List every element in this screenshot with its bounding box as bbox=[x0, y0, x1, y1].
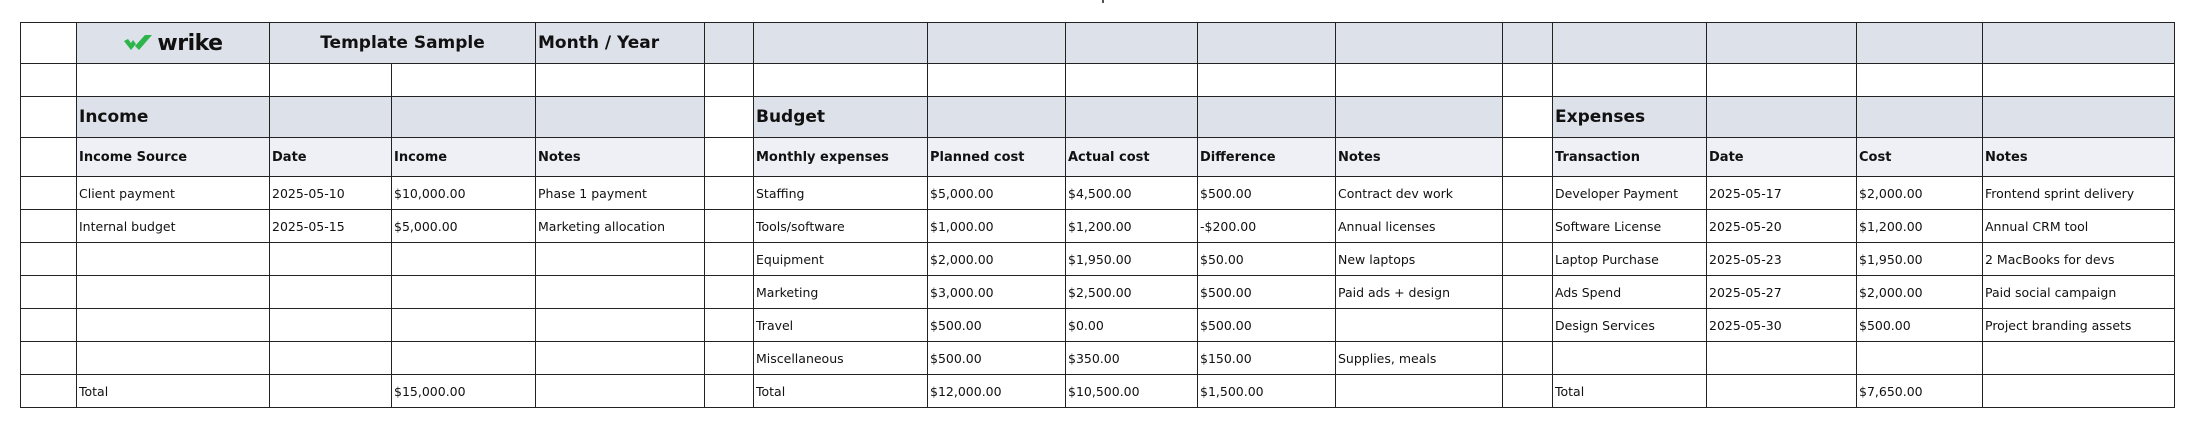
budget-cell[interactable]: $3,000.00 bbox=[928, 276, 1066, 309]
budget-col-header: Actual cost bbox=[1066, 138, 1198, 177]
budget-cell[interactable]: $350.00 bbox=[1066, 342, 1198, 375]
expenses-cell[interactable]: Annual CRM tool bbox=[1983, 210, 2175, 243]
expenses-cell[interactable] bbox=[1857, 342, 1983, 375]
cell bbox=[270, 64, 392, 97]
budget-cell[interactable]: Paid ads + design bbox=[1336, 276, 1503, 309]
expenses-cell[interactable] bbox=[1983, 342, 2175, 375]
spacer-cell[interactable] bbox=[1503, 177, 1553, 210]
budget-col-header: Notes bbox=[1336, 138, 1503, 177]
cell bbox=[270, 97, 392, 138]
cell bbox=[754, 23, 928, 64]
logo-cell bbox=[77, 23, 270, 64]
income-cell[interactable] bbox=[270, 276, 392, 309]
expenses-cell[interactable]: Paid social campaign bbox=[1983, 276, 2175, 309]
budget-cell[interactable]: -$200.00 bbox=[1198, 210, 1336, 243]
row-gutter-cell[interactable] bbox=[21, 276, 77, 309]
cell bbox=[21, 23, 77, 64]
spacer-cell[interactable] bbox=[1503, 243, 1553, 276]
expenses-cell[interactable]: $2,000.00 bbox=[1857, 177, 1983, 210]
income-cell[interactable]: 2025-05-10 bbox=[270, 177, 392, 210]
header-row bbox=[21, 23, 2175, 64]
cell bbox=[705, 138, 754, 177]
cell bbox=[754, 64, 928, 97]
expenses-cell[interactable]: 2025-05-23 bbox=[1707, 243, 1857, 276]
cell bbox=[1503, 138, 1553, 177]
cell bbox=[1066, 97, 1198, 138]
spacer-cell[interactable] bbox=[705, 309, 754, 342]
expenses-cell[interactable]: $1,200.00 bbox=[1857, 210, 1983, 243]
expenses-cell[interactable]: 2025-05-27 bbox=[1707, 276, 1857, 309]
income-cell[interactable] bbox=[77, 342, 270, 375]
cell bbox=[392, 97, 536, 138]
expenses-cell[interactable]: Ads Spend bbox=[1553, 276, 1707, 309]
expenses-cell[interactable]: Developer Payment bbox=[1553, 177, 1707, 210]
spacer-cell[interactable] bbox=[1503, 309, 1553, 342]
spacer-cell[interactable] bbox=[705, 276, 754, 309]
income-cell[interactable]: Marketing allocation bbox=[536, 210, 705, 243]
income-section-title: Income bbox=[77, 97, 270, 138]
income-cell[interactable] bbox=[536, 276, 705, 309]
spacer-cell[interactable] bbox=[705, 375, 754, 408]
budget-cell[interactable] bbox=[1336, 375, 1503, 408]
budget-cell[interactable]: Miscellaneous bbox=[754, 342, 928, 375]
cell bbox=[1198, 64, 1336, 97]
budget-cell[interactable]: $500.00 bbox=[1198, 309, 1336, 342]
income-col-header: Date bbox=[270, 138, 392, 177]
expenses-cell[interactable]: Project branding assets bbox=[1983, 309, 2175, 342]
budget-cell[interactable]: $12,000.00 bbox=[928, 375, 1066, 408]
budget-cell[interactable]: $5,000.00 bbox=[928, 177, 1066, 210]
budget-cell[interactable]: Staffing bbox=[754, 177, 928, 210]
budget-cell[interactable]: $1,000.00 bbox=[928, 210, 1066, 243]
income-cell[interactable]: $15,000.00 bbox=[392, 375, 536, 408]
income-cell[interactable] bbox=[392, 309, 536, 342]
row-gutter-cell[interactable] bbox=[21, 342, 77, 375]
income-cell[interactable] bbox=[536, 243, 705, 276]
budget-cell[interactable]: $1,950.00 bbox=[1066, 243, 1198, 276]
budget-section-title: Budget bbox=[754, 97, 928, 138]
expenses-cell[interactable]: 2025-05-20 bbox=[1707, 210, 1857, 243]
income-cell[interactable] bbox=[270, 342, 392, 375]
budget-col-header: Planned cost bbox=[928, 138, 1066, 177]
cell bbox=[1707, 97, 1857, 138]
income-cell[interactable]: $10,000.00 bbox=[392, 177, 536, 210]
expenses-col-header: Notes bbox=[1983, 138, 2175, 177]
budget-col-header: Difference bbox=[1198, 138, 1336, 177]
income-cell[interactable] bbox=[270, 243, 392, 276]
column-header-row bbox=[21, 138, 2175, 177]
cell bbox=[1066, 23, 1198, 64]
expenses-cell[interactable]: 2025-05-30 bbox=[1707, 309, 1857, 342]
spacer-cell[interactable] bbox=[705, 243, 754, 276]
row-gutter-cell[interactable] bbox=[21, 375, 77, 408]
cell bbox=[1983, 97, 2175, 138]
cell bbox=[1198, 23, 1336, 64]
budget-cell[interactable]: Equipment bbox=[754, 243, 928, 276]
cell bbox=[928, 97, 1066, 138]
cell bbox=[536, 64, 705, 97]
budget-cell[interactable]: $500.00 bbox=[1198, 276, 1336, 309]
budget-cell[interactable]: $500.00 bbox=[1198, 177, 1336, 210]
table-row bbox=[21, 210, 2175, 243]
table-row bbox=[21, 276, 2175, 309]
income-col-header: Income bbox=[392, 138, 536, 177]
expenses-cell[interactable] bbox=[1553, 342, 1707, 375]
cell bbox=[705, 23, 754, 64]
budget-cell[interactable]: Marketing bbox=[754, 276, 928, 309]
spacer-cell[interactable] bbox=[1503, 342, 1553, 375]
cell bbox=[1707, 23, 1857, 64]
expenses-cell[interactable] bbox=[1983, 375, 2175, 408]
expenses-cell[interactable]: Design Services bbox=[1553, 309, 1707, 342]
cell bbox=[1198, 97, 1336, 138]
income-cell[interactable]: $5,000.00 bbox=[392, 210, 536, 243]
logo-text: wrike bbox=[157, 30, 223, 56]
budget-cell[interactable]: Total bbox=[754, 375, 928, 408]
spacer-cell[interactable] bbox=[705, 342, 754, 375]
spacer-cell[interactable] bbox=[705, 210, 754, 243]
income-cell[interactable]: Phase 1 payment bbox=[536, 177, 705, 210]
income-cell[interactable]: Client payment bbox=[77, 177, 270, 210]
cell bbox=[1983, 23, 2175, 64]
expenses-cell[interactable]: $2,000.00 bbox=[1857, 276, 1983, 309]
income-cell[interactable] bbox=[77, 309, 270, 342]
budget-cell[interactable]: $10,500.00 bbox=[1066, 375, 1198, 408]
expenses-cell[interactable]: Software License bbox=[1553, 210, 1707, 243]
budget-cell[interactable]: $0.00 bbox=[1066, 309, 1198, 342]
cell bbox=[1503, 64, 1553, 97]
budget-cell[interactable]: Annual licenses bbox=[1336, 210, 1503, 243]
income-cell[interactable]: 2025-05-15 bbox=[270, 210, 392, 243]
expenses-cell[interactable]: Total bbox=[1553, 375, 1707, 408]
expenses-cell[interactable]: $7,650.00 bbox=[1857, 375, 1983, 408]
cell bbox=[21, 64, 77, 97]
wrike-logo bbox=[79, 31, 267, 56]
cell bbox=[1336, 64, 1503, 97]
budget-cell[interactable]: $4,500.00 bbox=[1066, 177, 1198, 210]
income-cell[interactable] bbox=[77, 276, 270, 309]
table-row bbox=[21, 243, 2175, 276]
expenses-col-header: Cost bbox=[1857, 138, 1983, 177]
budget-cell[interactable] bbox=[1336, 309, 1503, 342]
cell bbox=[21, 138, 77, 177]
table-row bbox=[21, 177, 2175, 210]
blank-row bbox=[21, 64, 2175, 97]
section-title-row bbox=[21, 97, 2175, 138]
income-cell[interactable] bbox=[392, 342, 536, 375]
budget-template-table bbox=[20, 22, 2175, 408]
expenses-cell[interactable] bbox=[1707, 342, 1857, 375]
row-gutter-cell[interactable] bbox=[21, 309, 77, 342]
template-title: Template Sample bbox=[270, 23, 536, 64]
cell bbox=[536, 97, 705, 138]
income-col-header: Income Source bbox=[77, 138, 270, 177]
income-cell[interactable] bbox=[536, 342, 705, 375]
income-cell[interactable] bbox=[77, 243, 270, 276]
budget-cell[interactable]: $50.00 bbox=[1198, 243, 1336, 276]
cell bbox=[1857, 64, 1983, 97]
income-cell[interactable] bbox=[392, 276, 536, 309]
budget-cell[interactable]: $500.00 bbox=[928, 309, 1066, 342]
budget-cell[interactable]: Contract dev work bbox=[1336, 177, 1503, 210]
cell bbox=[1553, 23, 1707, 64]
expenses-cell[interactable]: Laptop Purchase bbox=[1553, 243, 1707, 276]
cell bbox=[1857, 97, 1983, 138]
spacer-cell[interactable] bbox=[1503, 375, 1553, 408]
budget-cell[interactable]: $2,500.00 bbox=[1066, 276, 1198, 309]
budget-cell[interactable]: $2,000.00 bbox=[928, 243, 1066, 276]
spacer-cell[interactable] bbox=[1503, 210, 1553, 243]
cell bbox=[1503, 97, 1553, 138]
expenses-cell[interactable]: 2025-05-17 bbox=[1707, 177, 1857, 210]
month-year-label[interactable]: Month / Year bbox=[536, 23, 705, 64]
cell bbox=[77, 64, 270, 97]
budget-cell[interactable]: $150.00 bbox=[1198, 342, 1336, 375]
spacer-cell[interactable] bbox=[705, 177, 754, 210]
table-row bbox=[21, 342, 2175, 375]
budget-cell[interactable]: $1,500.00 bbox=[1198, 375, 1336, 408]
cell bbox=[1066, 64, 1198, 97]
cell bbox=[1707, 64, 1857, 97]
cell bbox=[928, 23, 1066, 64]
spacer-cell[interactable] bbox=[1503, 276, 1553, 309]
budget-cell[interactable]: Supplies, meals bbox=[1336, 342, 1503, 375]
budget-cell[interactable]: New laptops bbox=[1336, 243, 1503, 276]
cell bbox=[1983, 64, 2175, 97]
cell bbox=[1553, 64, 1707, 97]
cell bbox=[1336, 97, 1503, 138]
cell bbox=[928, 64, 1066, 97]
cell bbox=[392, 64, 536, 97]
page-marker bbox=[1102, 0, 1104, 3]
total-row bbox=[21, 375, 2175, 408]
cell bbox=[1857, 23, 1983, 64]
row-gutter-cell[interactable] bbox=[21, 210, 77, 243]
spreadsheet bbox=[20, 22, 2175, 408]
income-cell[interactable] bbox=[392, 243, 536, 276]
budget-cell[interactable]: $500.00 bbox=[928, 342, 1066, 375]
expenses-col-header: Date bbox=[1707, 138, 1857, 177]
budget-cell[interactable]: Tools/software bbox=[754, 210, 928, 243]
expenses-cell[interactable]: Frontend sprint delivery bbox=[1983, 177, 2175, 210]
row-gutter-cell[interactable] bbox=[21, 243, 77, 276]
table-row bbox=[21, 309, 2175, 342]
income-cell[interactable]: Total bbox=[77, 375, 270, 408]
expenses-cell[interactable]: $500.00 bbox=[1857, 309, 1983, 342]
expenses-section-title: Expenses bbox=[1553, 97, 1707, 138]
row-gutter-cell[interactable] bbox=[21, 177, 77, 210]
cell bbox=[1503, 23, 1553, 64]
income-cell[interactable] bbox=[536, 309, 705, 342]
cell bbox=[1336, 23, 1503, 64]
expenses-cell[interactable] bbox=[1707, 375, 1857, 408]
income-cell[interactable] bbox=[270, 375, 392, 408]
income-cell[interactable] bbox=[270, 309, 392, 342]
expenses-cell[interactable]: 2 MacBooks for devs bbox=[1983, 243, 2175, 276]
cell bbox=[705, 64, 754, 97]
cell bbox=[705, 97, 754, 138]
checkmark-icon bbox=[123, 34, 153, 52]
income-col-header: Notes bbox=[536, 138, 705, 177]
budget-cell[interactable]: Travel bbox=[754, 309, 928, 342]
cell bbox=[21, 97, 77, 138]
expenses-col-header: Transaction bbox=[1553, 138, 1707, 177]
income-cell[interactable] bbox=[536, 375, 705, 408]
expenses-cell[interactable]: $1,950.00 bbox=[1857, 243, 1983, 276]
budget-col-header: Monthly expenses bbox=[754, 138, 928, 177]
income-cell[interactable]: Internal budget bbox=[77, 210, 270, 243]
budget-cell[interactable]: $1,200.00 bbox=[1066, 210, 1198, 243]
